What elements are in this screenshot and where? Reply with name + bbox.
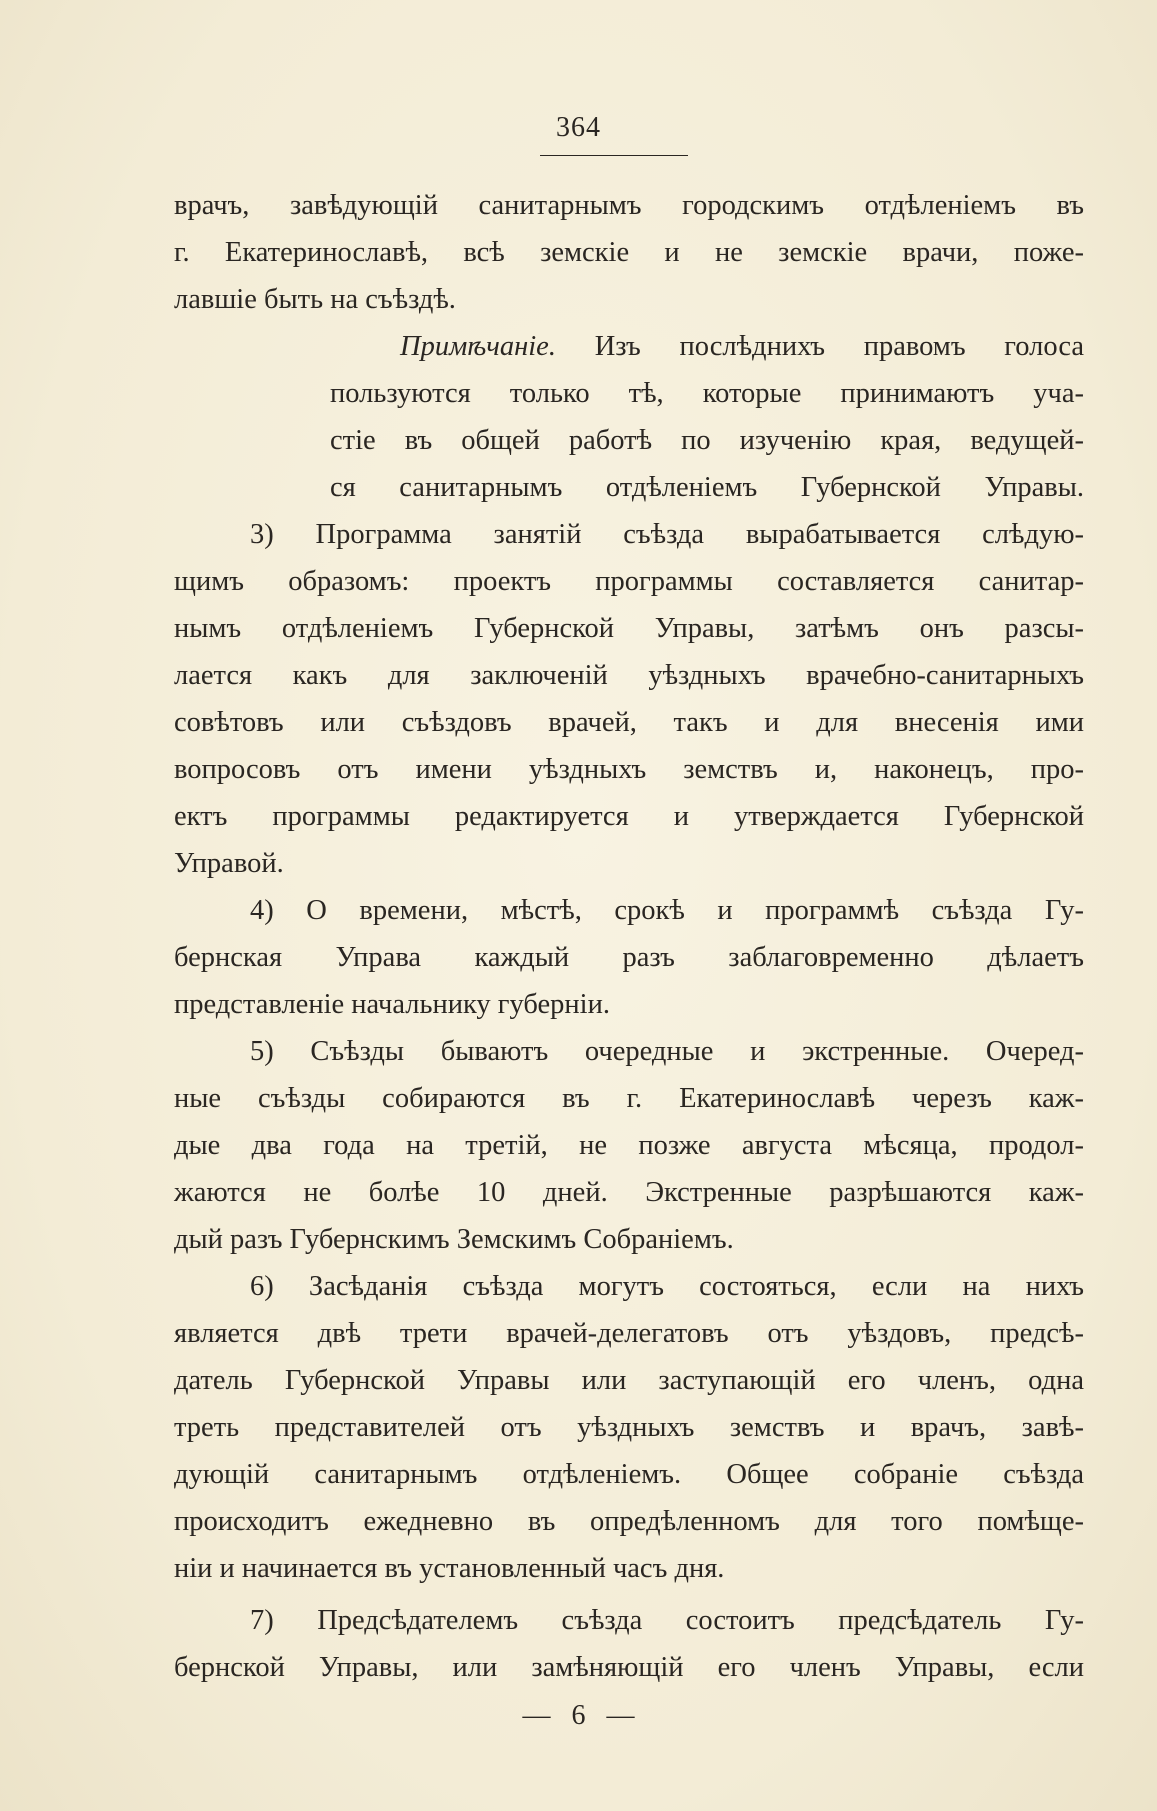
text-line: 3) Программа занятій съѣзда вырабатывается слѣдую- [250,519,1084,550]
text-line: происходитъ ежедневно въ опредѣленномъ для того помѣще- [174,1506,1084,1537]
text-line: 5) Съѣзды бываютъ очередные и экстренные. Очеред- [250,1036,1084,1067]
text-line: щимъ образомъ: проектъ программы составляется санитар- [174,566,1084,597]
text-line: нымъ отдѣленіемъ Губернской Управы, затѣмъ онъ разсы- [174,613,1084,644]
note-label: Примѣчаніе. [400,331,556,362]
text-line: дующій санитарнымъ отдѣленіемъ. Общее собраніе съѣзда [174,1459,1084,1490]
note-line: пользуются только тѣ, которые принимаютъ уча- [330,378,1084,409]
text-line: 6) Засѣданія съѣзда могутъ состояться, если на нихъ [250,1271,1084,1302]
text-line: ные съѣзды собираются въ г. Екатеринославѣ черезъ каж- [174,1083,1084,1114]
text-line: Управой. [174,848,284,879]
text-line: дые два года на третій, не позже августа мѣсяца, продол- [174,1130,1084,1161]
text-line: бернской Управы, или замѣняющій его членъ Управы, если [174,1652,1084,1683]
text-line: совѣтовъ или съѣздовъ врачей, такъ и для внесенія ими [174,707,1084,738]
text-line: г. Екатеринославѣ, всѣ земскіе и не земскіе врачи, поже- [174,237,1084,268]
signature-mark: — 6 — [522,1700,635,1731]
text-line: врачъ, завѣдующій санитарнымъ городскимъ отдѣленіемъ въ [174,190,1084,221]
text-line: лается какъ для заключеній уѣздныхъ врачебно-санитарныхъ [174,660,1084,691]
text-line: ектъ программы редактируется и утверждается Губернской [174,801,1084,832]
text-line: 4) О времени, мѣстѣ, срокѣ и программѣ съѣзда Гу- [250,895,1084,926]
page-number: 364 [556,112,601,143]
text-line: датель Губернской Управы или заступающій его членъ, одна [174,1365,1084,1396]
text-line: 7) Предсѣдателемъ съѣзда состоитъ предсѣдатель Гу- [250,1605,1084,1636]
text-line: лавшіе быть на съѣздѣ. [174,284,456,315]
note-first-line [400,327,1084,367]
text-line: ніи и начинается въ установленный часъ дня. [174,1553,725,1584]
text-line: вопросовъ отъ имени уѣздныхъ земствъ и, наконецъ, про- [174,754,1084,785]
text-line: дый разъ Губернскимъ Земскимъ Собраніемъ. [174,1224,734,1255]
note-line: ся санитарнымъ отдѣленіемъ Губернской Управы. [330,472,1084,503]
header-rule [540,155,688,156]
note-first-rest: Изъ послѣднихъ правомъ голоса [555,331,1084,362]
text-line: бернская Управа каждый разъ заблаговременно дѣлаетъ [174,942,1084,973]
text-line: треть представителей отъ уѣздныхъ земствъ и врачъ, завѣ- [174,1412,1084,1443]
text-line: жаются не болѣе 10 дней. Экстренные разрѣшаются каж- [174,1177,1084,1208]
note-line: стіе въ общей работѣ по изученію края, ведущей- [330,425,1084,456]
text-line: представленіе начальнику губерніи. [174,989,610,1020]
text-line: является двѣ трети врачей-делегатовъ отъ уѣздовъ, предсѣ- [174,1318,1084,1349]
